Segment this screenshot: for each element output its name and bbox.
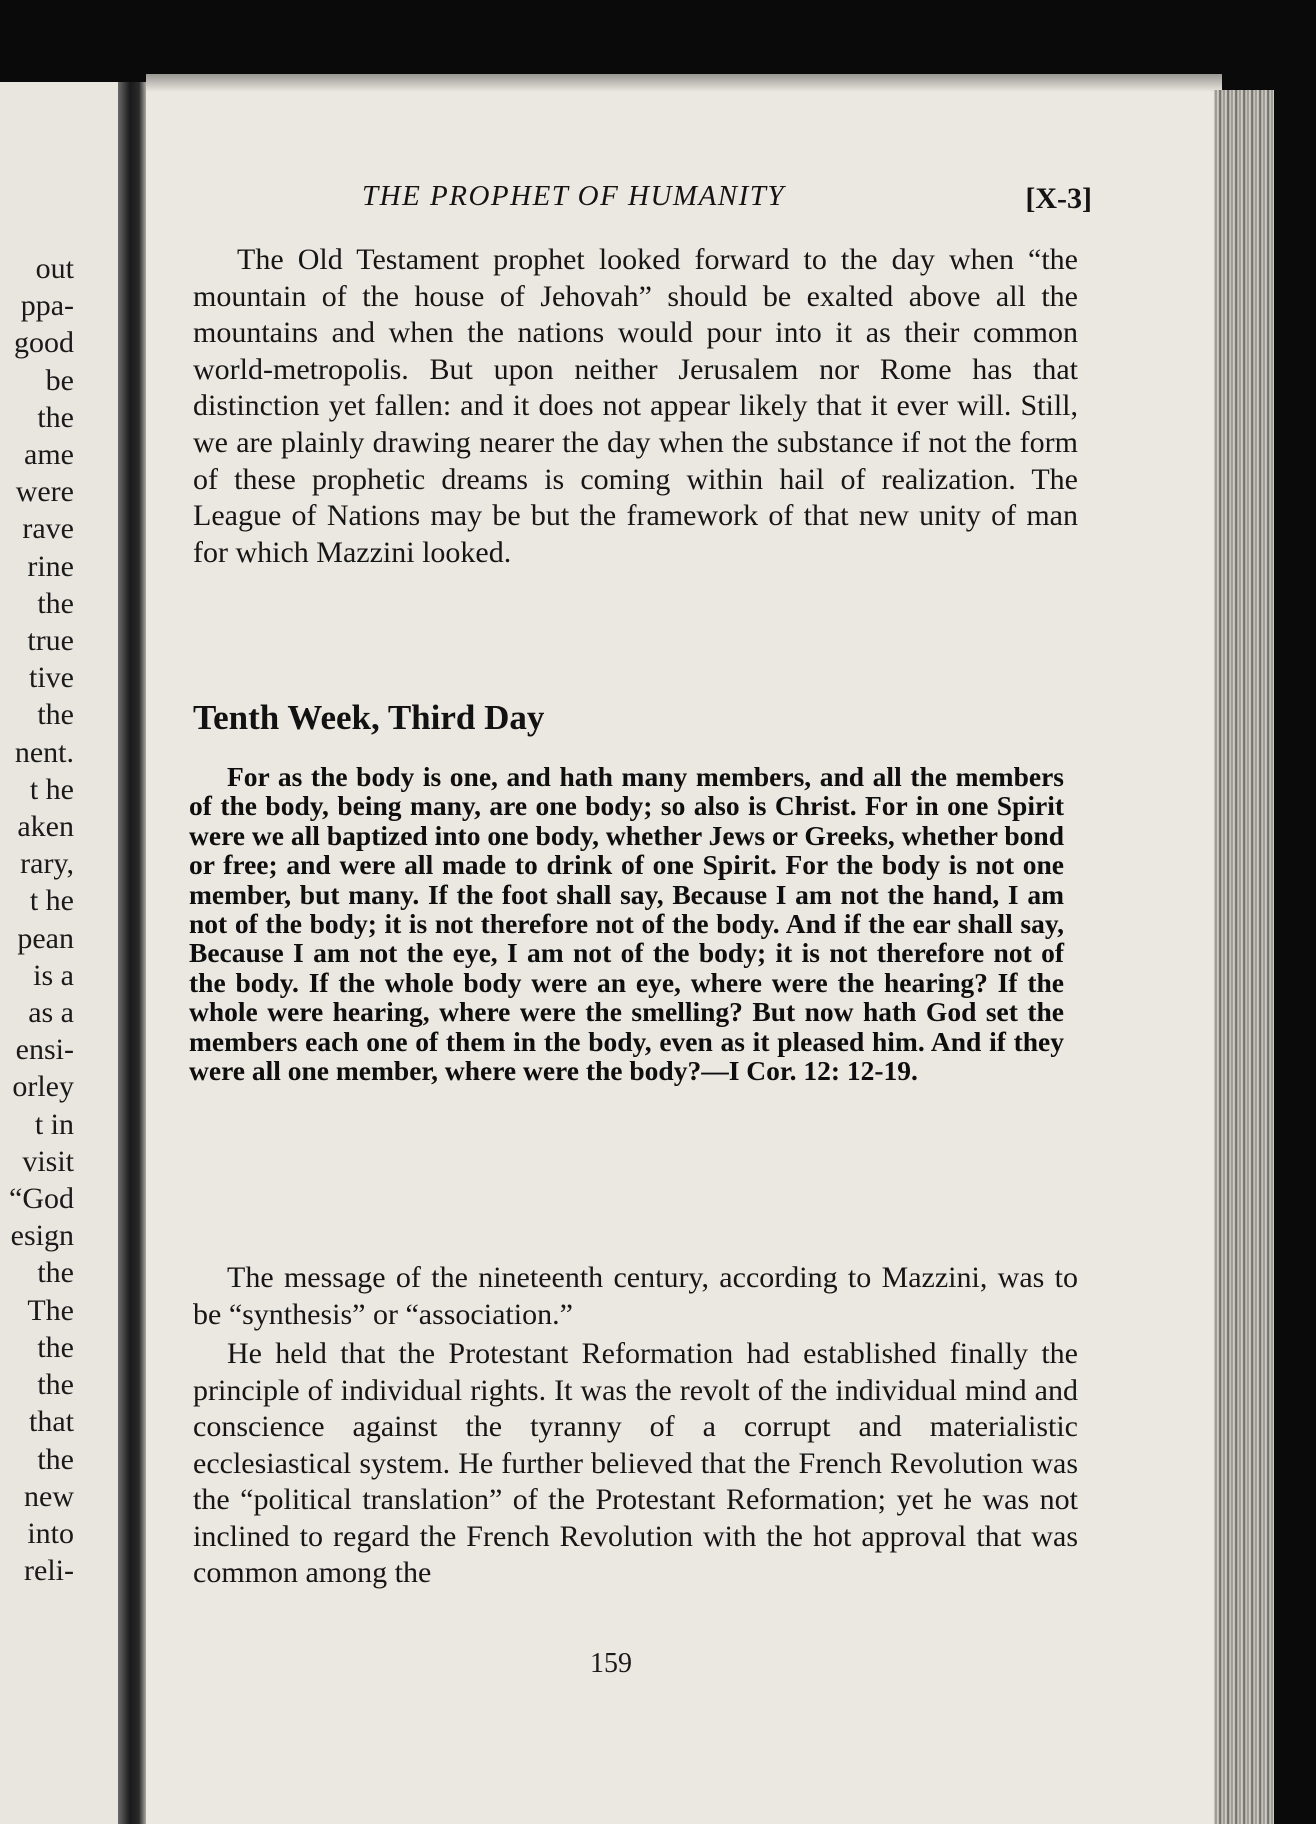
left-page-line: ensi- bbox=[15, 1033, 74, 1067]
left-page-line: ame bbox=[24, 438, 74, 472]
left-page-line: pean bbox=[17, 921, 74, 955]
left-page-line: t in bbox=[34, 1107, 74, 1141]
scripture-passage: For as the body is one, and hath many members, and all the members of the body, being many, are one body; so also is Christ. For in one Spirit were we all baptized into one body, whether Jews or Greeks, whether bond or free; and were all made to drink of one Spirit. For the body is not one member, but many. If the foot shall say, Because I am not the hand, I am not of the body; it is not therefore not of the body. And if the ear shall say, Because I am not the eye, I am not of the body; it is not therefore not of the body. If the whole body were an eye, where were the hearing? If the whole were hearing, where were the smelling? But now hath God set the members each one of them in the body, even as it pleased him. And if they were all one member, where were the body?—I Cor. 12: 12-19. bbox=[189, 761, 1064, 1087]
left-page-line: t he bbox=[29, 884, 74, 918]
section-heading: Tenth Week, Third Day bbox=[193, 698, 545, 737]
left-page-line: into bbox=[27, 1516, 74, 1550]
left-page-line: the bbox=[37, 1368, 74, 1402]
left-page-line: as a bbox=[28, 996, 74, 1030]
left-page-line: the bbox=[37, 1330, 74, 1364]
left-page-line: visit bbox=[22, 1144, 74, 1178]
book-gutter bbox=[118, 82, 148, 1824]
page-top-shadow bbox=[146, 74, 1222, 92]
left-page-line: t he bbox=[29, 772, 74, 806]
running-title: THE PROPHET OF HUMANITY bbox=[362, 180, 786, 212]
left-page-line: were bbox=[15, 475, 74, 509]
left-page-line: good bbox=[14, 326, 74, 360]
left-page-line: the bbox=[37, 1256, 74, 1290]
left-page-line: the bbox=[37, 698, 74, 732]
left-page-line: that bbox=[29, 1405, 74, 1439]
page-number: 159 bbox=[590, 1648, 632, 1679]
left-page-line: rave bbox=[22, 512, 74, 546]
left-page-line: aken bbox=[17, 810, 74, 844]
left-page-line: out bbox=[35, 252, 74, 285]
left-facing-page bbox=[0, 82, 128, 1824]
left-page-line: tive bbox=[29, 661, 74, 695]
left-page-line: esign bbox=[10, 1219, 74, 1253]
left-page-line: “God bbox=[9, 1182, 74, 1216]
left-page-line: nent. bbox=[14, 735, 74, 769]
left-page-line: new bbox=[24, 1479, 74, 1513]
left-page-text-fragments bbox=[9, 250, 74, 1589]
left-page-line: reli- bbox=[24, 1554, 74, 1588]
left-page-line: ppa- bbox=[20, 289, 74, 323]
left-page-line: the bbox=[37, 400, 74, 434]
left-page-line: The bbox=[27, 1293, 74, 1327]
left-page-line: the bbox=[37, 586, 74, 620]
left-page-line: the bbox=[37, 1442, 74, 1476]
left-page-line: true bbox=[27, 624, 74, 658]
left-page-line: orley bbox=[12, 1070, 74, 1104]
left-page-line: rary, bbox=[20, 847, 74, 881]
paragraph-3: He held that the Protestant Reformation had established finally the principle of individual rights. It was the revolt of the individual mind and conscience against the tyranny of a corrupt and materialistic ecclesiastical system. He further believed that the French Revolution was the “political translation” of the Protestant Reformation; yet he was not inclined to regard the French Revolution with the hot approval that was common among the bbox=[193, 1337, 1078, 1589]
page-edges bbox=[1214, 90, 1274, 1824]
left-page-line: is a bbox=[33, 958, 74, 992]
left-page-line: rine bbox=[27, 549, 74, 583]
left-page-line: be bbox=[45, 363, 74, 397]
intro-paragraph: The Old Testament prophet looked forward to the day when “the mountain of the house of Jehovah” should be exalted above all the mountains and when the nations would pour into it as their common world-metropolis. But upon neither Jerusalem nor Rome has that distinction yet fallen: and it does not appear likely that it ever will. Still, we are plainly drawing nearer the day when the substance if not the form of these prophetic dreams is coming within hail of realization. The League of Nations may be but the framework of that new unity of man for which Mazzini looked. bbox=[193, 243, 1078, 569]
section-code: [X-3] bbox=[1025, 182, 1092, 215]
paragraph-2: The message of the nineteenth century, according to Mazzini, was to be “synthesis” or “association.” bbox=[193, 1261, 1078, 1331]
